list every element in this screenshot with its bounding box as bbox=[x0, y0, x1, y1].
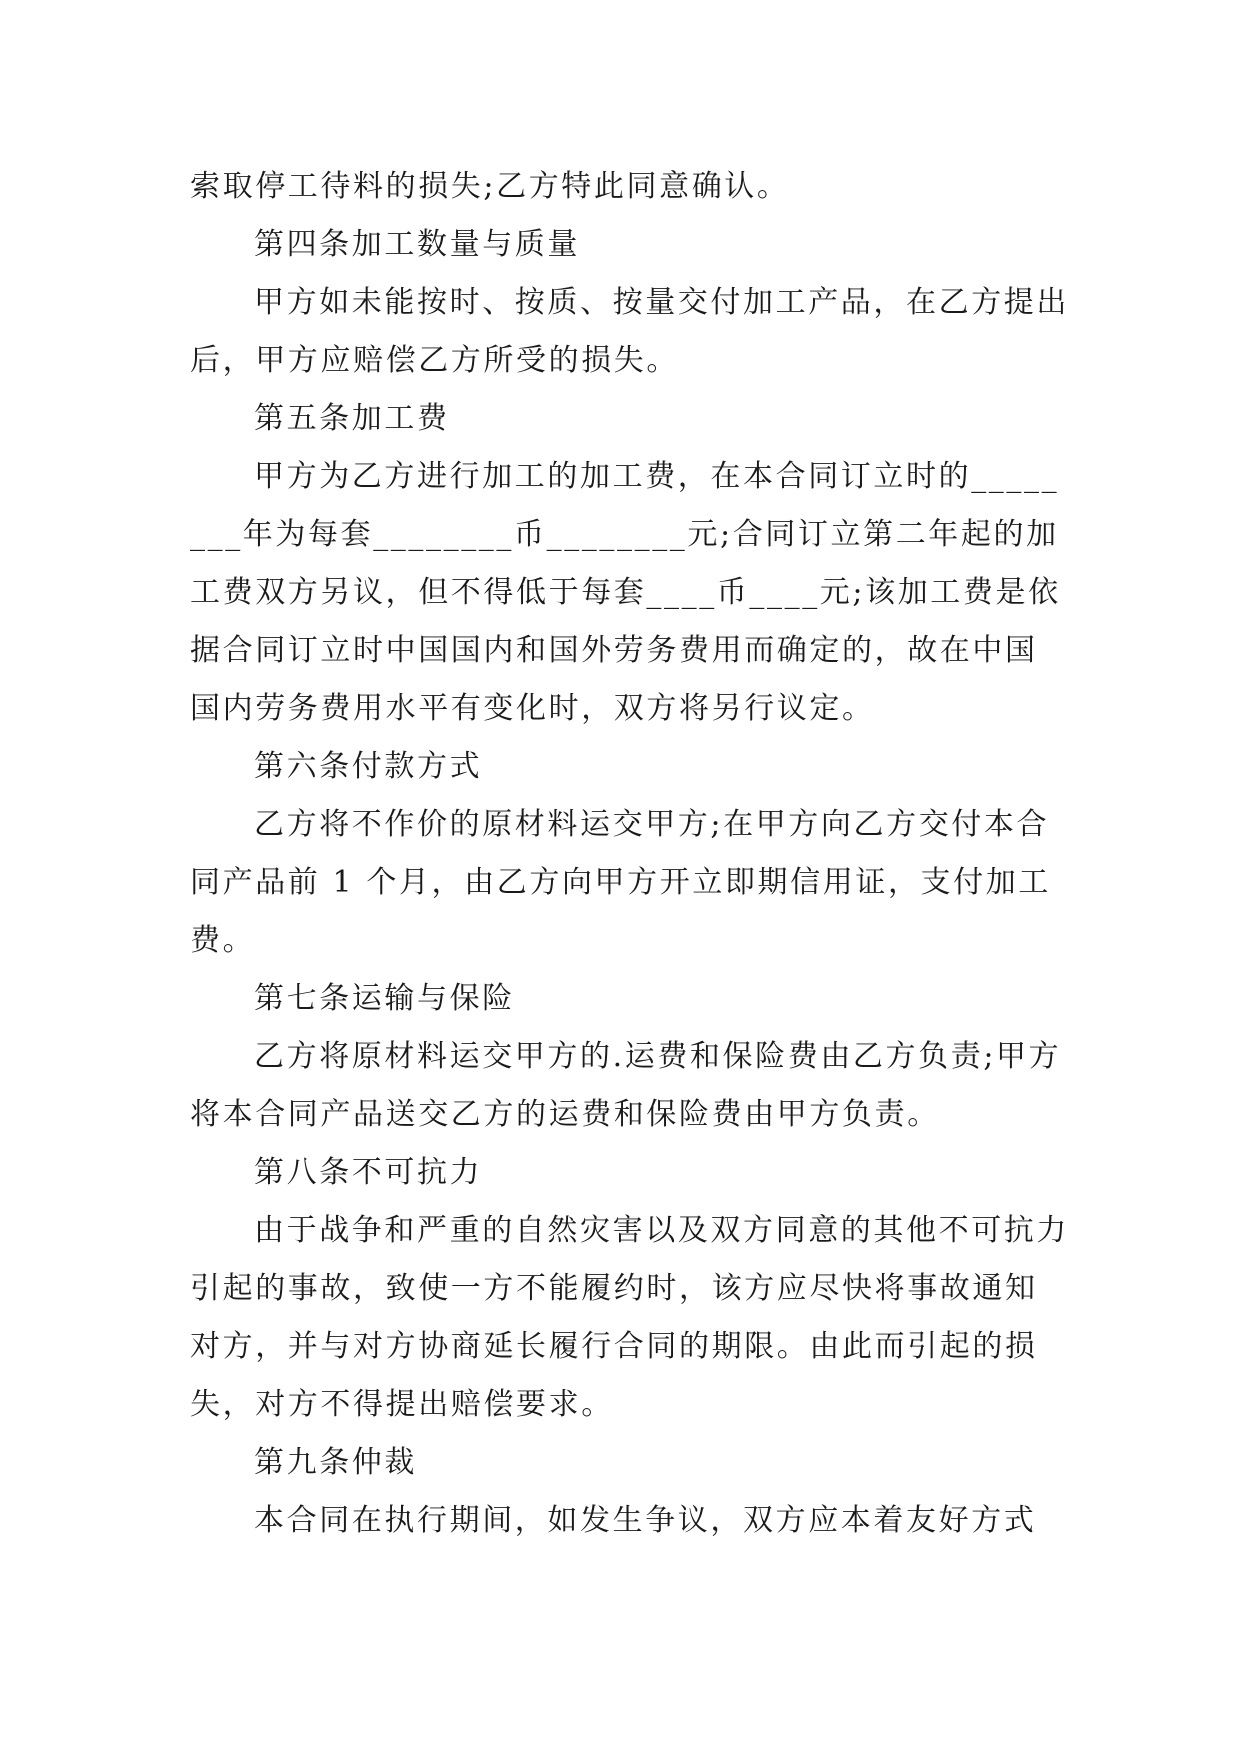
paragraph-article-8-body: 由于战争和严重的自然灾害以及双方同意的其他不可抗力引起的事故，致使一方不能履约时，该方应尽快将事故通知对方，并与对方协商延长履行合同的期限。由此而引起的损失，对方不得提出赔偿要求。 bbox=[190, 1213, 1069, 1422]
document-body bbox=[190, 158, 1070, 1550]
heading-article-9: 第九条仲裁 bbox=[254, 1445, 417, 1480]
heading-article-4: 第四条加工数量与质量 bbox=[254, 227, 580, 262]
heading-article-7: 第七条运输与保险 bbox=[254, 981, 515, 1016]
paragraph-article-5-body: 甲方为乙方进行加工的加工费，在本合同订立时的________年为每套________币________元;合同订立第二年起的加工费双方另议，但不得低于每套____币____元;该加工费是依据合同订立时中国国内和国外劳务费用而确定的，故在中国国内劳务费用水平有变化时，双方将另行议定。 bbox=[190, 459, 1061, 726]
heading-article-8: 第八条不可抗力 bbox=[254, 1155, 483, 1190]
heading-article-6: 第六条付款方式 bbox=[254, 749, 483, 784]
paragraph-article-6-body: 乙方将不作价的原材料运交甲方;在甲方向乙方交付本合同产品前 1 个月，由乙方向甲方开立即期信用证，支付加工费。 bbox=[190, 807, 1051, 958]
heading-article-5: 第五条加工费 bbox=[254, 401, 450, 436]
paragraph-continuation: 索取停工待料的损失;乙方特此同意确认。 bbox=[190, 169, 790, 204]
paragraph-article-4-body: 甲方如未能按时、按质、按量交付加工产品，在乙方提出后，甲方应赔偿乙方所受的损失。 bbox=[190, 285, 1069, 378]
paragraph-article-7-body: 乙方将原材料运交甲方的.运费和保险费由乙方负责;甲方将本合同产品送交乙方的运费和保险费由甲方负责。 bbox=[190, 1039, 1062, 1132]
paragraph-article-9-body: 本合同在执行期间，如发生争议，双方应本着友好方式 bbox=[254, 1503, 1037, 1538]
